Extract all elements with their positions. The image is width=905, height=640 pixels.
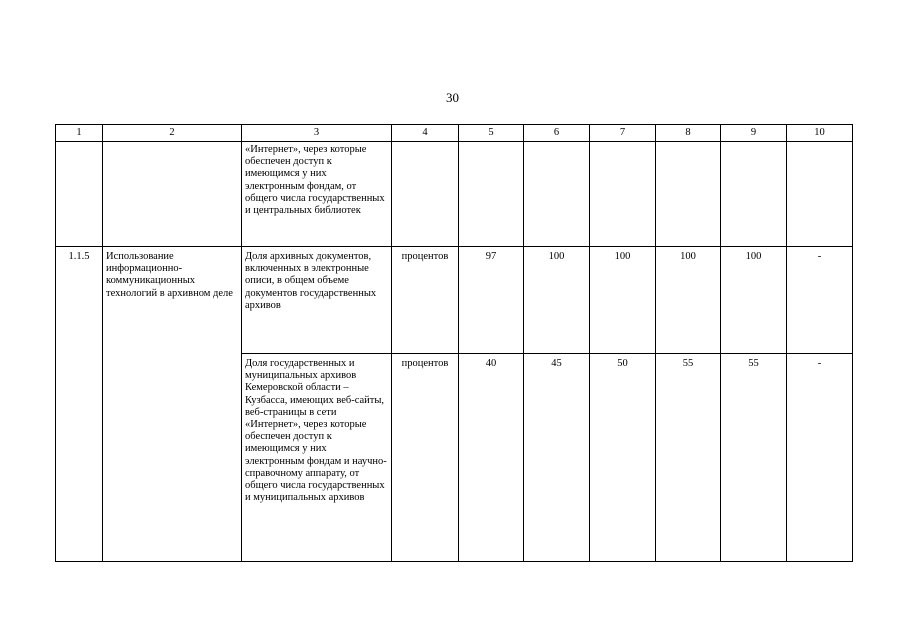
header-cell-9: 9 — [721, 125, 787, 142]
cell-empty — [787, 142, 853, 247]
value-col-10: - — [787, 354, 853, 562]
page-number: 30 — [446, 90, 459, 105]
header-cell-1: 1 — [56, 125, 103, 142]
indicators-table — [55, 124, 853, 562]
header-cell-2: 2 — [103, 125, 242, 142]
table-row — [56, 247, 853, 354]
value-col-8: 100 — [656, 247, 721, 354]
header-cell-4: 4 — [392, 125, 459, 142]
header-cell-10: 10 — [787, 125, 853, 142]
cell-empty — [656, 142, 721, 247]
indicator-description: Доля архивных документов, включенных в электронные описи, в общем объеме документов государственных архивов — [242, 247, 392, 354]
item-code: 1.1.5 — [56, 247, 103, 562]
value-col-7: 100 — [590, 247, 656, 354]
cell-empty — [524, 142, 590, 247]
header-cell-6: 6 — [524, 125, 590, 142]
cell-empty — [103, 142, 242, 247]
value-col-9: 100 — [721, 247, 787, 354]
header-cell-7: 7 — [590, 125, 656, 142]
header-cell-8: 8 — [656, 125, 721, 142]
value-col-8: 55 — [656, 354, 721, 562]
table-row — [56, 142, 853, 247]
header-cell-5: 5 — [459, 125, 524, 142]
item-name: Использование информационно-коммуникационных технологий в архивном деле — [103, 247, 242, 562]
cell-empty — [56, 142, 103, 247]
value-col-9: 55 — [721, 354, 787, 562]
value-col-10: - — [787, 247, 853, 354]
cell-empty — [392, 142, 459, 247]
indicator-description: Доля государственных и муниципальных архивов Кемеровской области – Кузбасса, имеющих веб-сайты, веб-страницы в сети «Интернет», через которые обеспечен доступ к имеющимся у них электронным фондам и научно-справочному аппарату, от общего числа государственных и муниципальных архивов — [242, 354, 392, 562]
value-col-5: 40 — [459, 354, 524, 562]
value-col-7: 50 — [590, 354, 656, 562]
continuation-description: «Интернет», через которые обеспечен доступ к имеющимся у них электронным фондам, от общего числа государственных и центральных библиотек — [242, 142, 392, 247]
indicator-unit: процентов — [392, 247, 459, 354]
value-col-6: 100 — [524, 247, 590, 354]
cell-empty — [721, 142, 787, 247]
cell-empty — [590, 142, 656, 247]
value-col-5: 97 — [459, 247, 524, 354]
cell-empty — [459, 142, 524, 247]
header-row — [56, 125, 853, 142]
indicator-unit: процентов — [392, 354, 459, 562]
value-col-6: 45 — [524, 354, 590, 562]
header-cell-3: 3 — [242, 125, 392, 142]
